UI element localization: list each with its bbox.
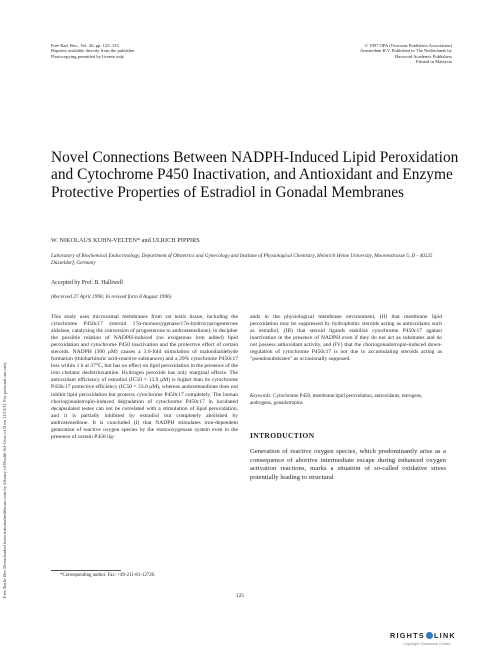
rightslink-logo-part1: RIGHTS xyxy=(390,631,425,640)
article-title: Novel Connections Between NADPH-Induced Lipid Peroxidation and Cytochrome P450 Inactivation, and Antioxidant and Enzyme Protective Properties of Estradiol in Gonadal Membranes xyxy=(51,149,459,201)
abstract-text: This study uses microsomal membranes from rat testis tissue, including the cytochrome P450c17 (steroid 17α-monooxygenase/17α-hydroxyprogesterone aldolase, catalyzing the conversion of progesterone to androstenedione), to decipher the possible relation of NADPH-induced (no exogenous iron added) lipid peroxidation and cytochrome P450 inactivation and the protective effect of certain steroids. NADPH (300 μM) causes a 3.6-fold stimulation of malondialdehyde formation (thiobarbituric acid-reactive substances) and a 29% cytochrome P450c17 loss within 1 h at 37°C, but has no effect on lipid peroxidation in the presence of the iron chelator desferrioxamine. Hydrogen peroxide has only marginal effects. The antioxidant efficiency of estradiol (IC50 = 13.9 μM) is higher than its cytochrome P450c17 protective efficiency (IC50 = 33.0 μM), whereas androstenedione does not inhibit lipid peroxidation but protects cytochrome P450c17 completely. The human choriogonadotropin-induced degradation of cytochrome P450c17 in incubated decapsulated testes can not be correlated with a stimulation of lipid peroxidation, and it is partially inhibited by estradiol but completely abolished by androstenedione. It is concluded (I) that NADPH stimulates iron-dependent generation of reactive oxygen species by the monooxygenase system even in the presence of certain P450 lig- xyxy=(51,314,238,440)
authors: W. NIKOLAUS KUHN-VELTEN* and ULRICH PIPPIRS xyxy=(51,238,200,244)
journal-info-line: Free Rad. Res., Vol. 26, pp. 125–133 xyxy=(51,43,119,48)
publisher-info-line: © 1997 OPA (Overseas Publishers Association) xyxy=(364,43,452,48)
corresponding-author-footnote: *Corresponding author. Fax: +49-211-81-12726. xyxy=(60,573,156,578)
publisher-info xyxy=(272,43,452,65)
publisher-info-line: Printed in Malaysia xyxy=(416,59,452,65)
rightslink-dot-icon xyxy=(426,632,433,639)
abstract-column-2 xyxy=(250,314,442,363)
abstract-column-1 xyxy=(51,314,238,441)
rightslink-subtitle: Copyright Clearance Center xyxy=(403,642,451,646)
footnote-divider xyxy=(51,570,121,571)
keywords-label: Keywords: xyxy=(250,393,272,399)
keywords-text: Cytochrome P450, membrane lipid peroxidation, antioxidants, estrogens, androgens, gonadotropins xyxy=(250,393,423,406)
journal-info-line: Photocopying permitted by license only xyxy=(51,53,125,59)
journal-info-line: Reprints available directly from the publisher xyxy=(51,48,135,54)
journal-info xyxy=(51,43,241,59)
rightslink-logo-part2: LINK xyxy=(433,631,456,640)
rightslink-logo[interactable] xyxy=(390,631,456,640)
received-dates: (Received 27 April 1996; In revised form 8 August 1996) xyxy=(51,294,172,300)
publisher-info-line: Harwood Academic Publishers xyxy=(395,53,452,59)
download-watermark: Free Radic Res Downloaded from informahealthcare.com by Library of Health Sci-Univ of Il on 11/15/11 For personal use only. xyxy=(2,361,7,598)
accepted-by: Accepted by Prof. B. Halliwell xyxy=(51,280,123,286)
abstract-text-continued: ands in the physiological membrane environment, (II) that membrane lipid peroxidation may be suppressed by hydrophobic steroids acting as antioxidants such as estradiol, (III) that steroid ligands stabilize cytochrome P450c17 against inactivation in the presence of NADPH even if they do not act as substrates and do not possess antioxidant activity, and (IV) that the choriogonadotropin-induced down-regulation of cytochrome P450c17 is not due to accumulating steroids acting as "pseudosubstrates" as occasionally supposed. xyxy=(250,314,442,363)
keywords xyxy=(250,393,442,406)
section-heading-introduction: INTRODUCTION xyxy=(250,431,315,440)
page-number: 125 xyxy=(235,593,245,599)
publisher-info-line: Amsterdam B.V. Published in The Netherlands by xyxy=(360,48,452,54)
introduction-text: Generation of reactive oxygen species, which predominantly arise as a consequence of abortive intermediate escape during enhanced oxygen activation reactions, marks a situation of so-called oxidative stress potentially leading to structural xyxy=(250,448,446,481)
affiliation: Laboratory of Biochemical Endocrinology, Department of Obstetrics and Gynecology and Institute of Physiological Chemistry, Heinrich Heine University, Moorenstrasse 5, D - 40225 Düsseldorf, Germany xyxy=(51,253,433,266)
